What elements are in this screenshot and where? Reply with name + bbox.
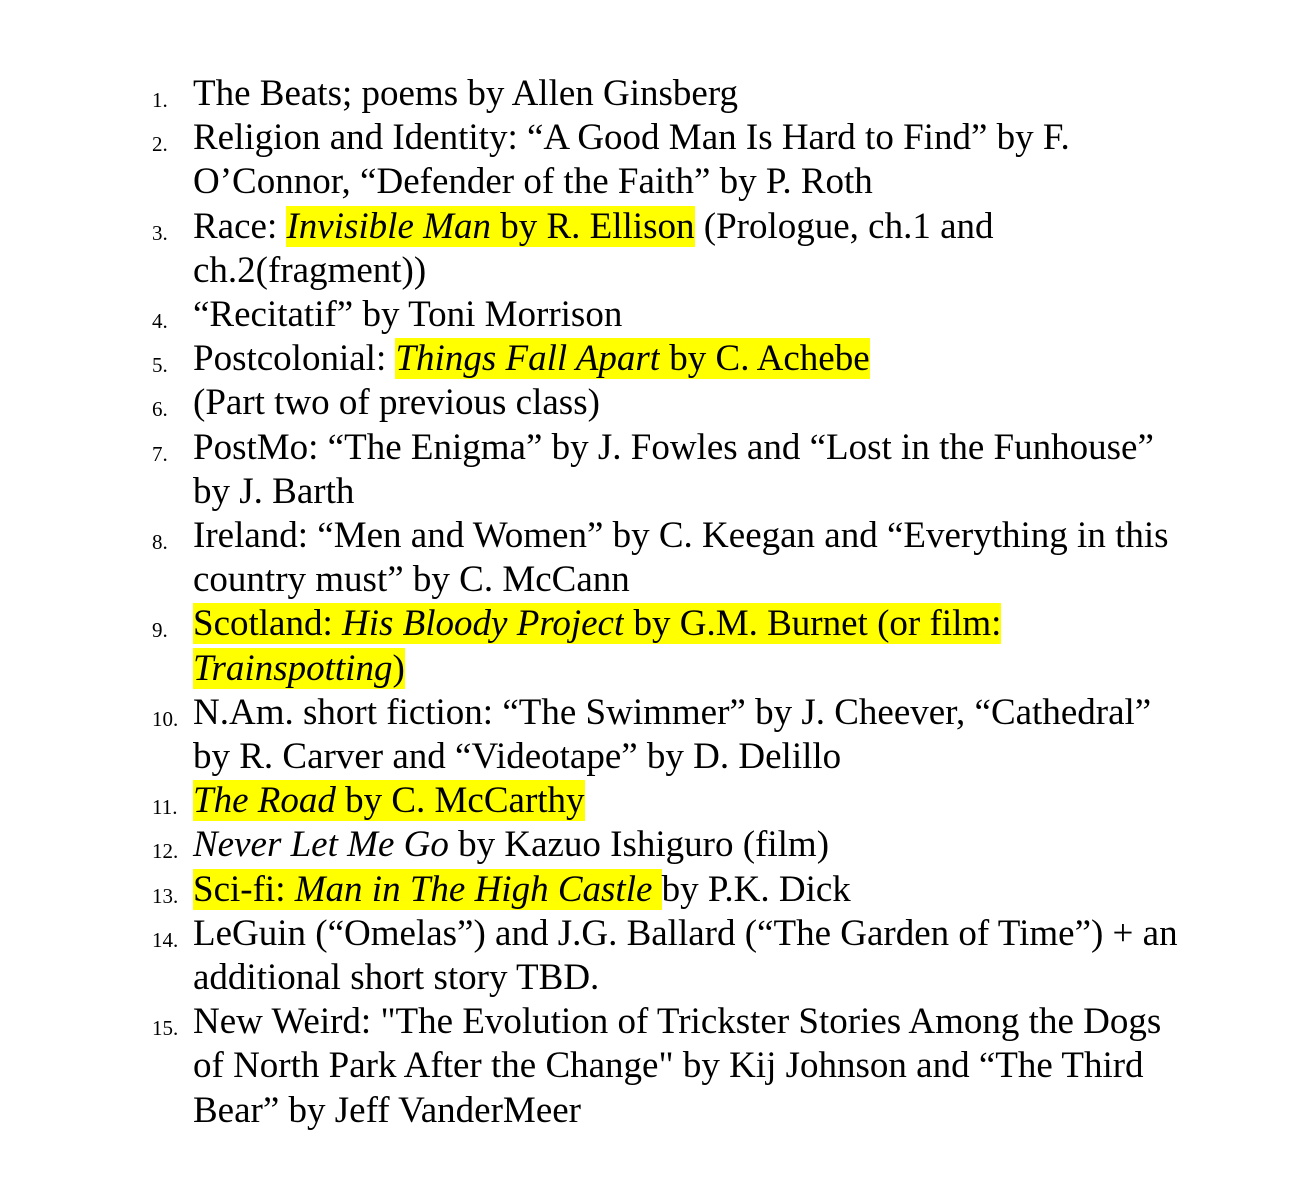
list-item-text <box>193 293 1183 337</box>
list-item <box>0 779 1183 823</box>
list-item-text <box>193 205 1183 293</box>
list-item-text <box>193 779 1183 823</box>
highlighted-text: ) <box>392 647 405 689</box>
list-item <box>0 1000 1183 1133</box>
list-item-text <box>193 691 1183 779</box>
list-item <box>0 868 1183 912</box>
highlighted-text: by C. McCarthy <box>335 780 585 822</box>
list-item-number: 13. <box>152 883 179 908</box>
list-item-text <box>193 116 1183 204</box>
text-segment: Ireland: “Men and Women” by C. Keegan and “Everything in this country must” by C. McCann <box>193 515 1169 601</box>
list-item-text <box>193 602 1183 690</box>
highlighted-text: Trainspotting <box>193 647 393 689</box>
highlighted-text: by C. Achebe <box>660 338 870 380</box>
list-item-number: 1. <box>152 88 168 112</box>
highlighted-text: Man in The High Castle <box>294 868 662 910</box>
text-segment: (Part two of previous class) <box>193 382 600 424</box>
highlighted-text: His Bloody Project <box>342 603 625 645</box>
list-item <box>0 205 1183 293</box>
list-item <box>0 426 1183 514</box>
list-item-number: 6. <box>152 397 168 422</box>
list-item-text <box>193 337 1183 381</box>
reading-list <box>0 72 1290 1133</box>
list-item <box>0 381 1183 425</box>
highlighted-text: Scotland: <box>193 603 343 645</box>
list-item <box>0 514 1183 602</box>
list-item-text <box>193 426 1183 514</box>
list-item-number: 11. <box>152 795 178 820</box>
list-item-text <box>193 912 1183 1000</box>
highlighted-text: by G.M. Burnet (or film: <box>624 603 1002 645</box>
list-item-text <box>193 868 1183 912</box>
list-item <box>0 72 1183 116</box>
list-item-text <box>193 823 1183 867</box>
text-segment: (Prologue, ch.1 and ch.2(fragment)) <box>193 205 994 291</box>
text-segment: The Beats; poems by Allen Ginsberg <box>193 73 738 114</box>
list-item-number: 7. <box>152 441 168 466</box>
text-segment: by P.K. Dick <box>661 868 851 910</box>
list-item-number: 5. <box>152 353 168 378</box>
highlighted-text: Sci-fi: <box>193 868 295 910</box>
italic-title: Never Let Me Go <box>193 824 449 866</box>
list-item <box>0 602 1183 690</box>
list-item-number: 14. <box>152 927 179 952</box>
list-item-number: 4. <box>152 309 168 334</box>
text-segment: New Weird: "The Evolution of Trickster Stories Among the Dogs of North Park After the Change" by Kij Johnson and “The Third Bear” by Jeff VanderMeer <box>193 1001 1162 1131</box>
list-item <box>0 823 1183 867</box>
highlighted-text: Invisible Man <box>286 205 491 247</box>
list-item-number: 15. <box>152 1016 179 1041</box>
text-segment: by Kazuo Ishiguro (film) <box>448 824 830 866</box>
list-item-number: 9. <box>152 618 168 643</box>
text-segment: N.Am. short fiction: “The Swimmer” by J. Cheever, “Cathedral” by R. Carver and “Videotape” by D. Delillo <box>193 691 1152 778</box>
list-item-number: 2. <box>152 132 168 157</box>
list-item <box>0 337 1183 381</box>
text-segment: Postcolonial: <box>193 338 396 380</box>
list-item-number: 3. <box>152 220 168 245</box>
list-item-text <box>193 381 1183 425</box>
list-item-text <box>193 72 1183 116</box>
list-item <box>0 912 1183 1000</box>
list-item <box>0 116 1183 204</box>
list-item <box>0 293 1183 337</box>
list-item-number: 10. <box>152 706 179 731</box>
highlighted-text: Things Fall Apart <box>395 338 661 380</box>
highlighted-text: by R. Ellison <box>490 205 695 247</box>
list-item-number: 8. <box>152 530 168 555</box>
list-item <box>0 691 1183 779</box>
list-item-text <box>193 1000 1183 1133</box>
highlighted-text: The Road <box>193 780 336 822</box>
text-segment: Race: <box>193 205 287 247</box>
text-segment: Religion and Identity: “A Good Man Is Hard to Find” by F. O’Connor, “Defender of the Faith” by P. Roth <box>193 117 1070 203</box>
text-segment: LeGuin (“Omelas”) and J.G. Ballard (“The Garden of Time”) + an additional short story TBD. <box>193 912 1178 999</box>
list-item-text <box>193 514 1183 602</box>
text-segment: “Recitatif” by Toni Morrison <box>193 294 623 336</box>
text-segment: PostMo: “The Enigma” by J. Fowles and “Lost in the Funhouse” by J. Barth <box>193 426 1154 512</box>
list-item-number: 12. <box>152 839 179 864</box>
